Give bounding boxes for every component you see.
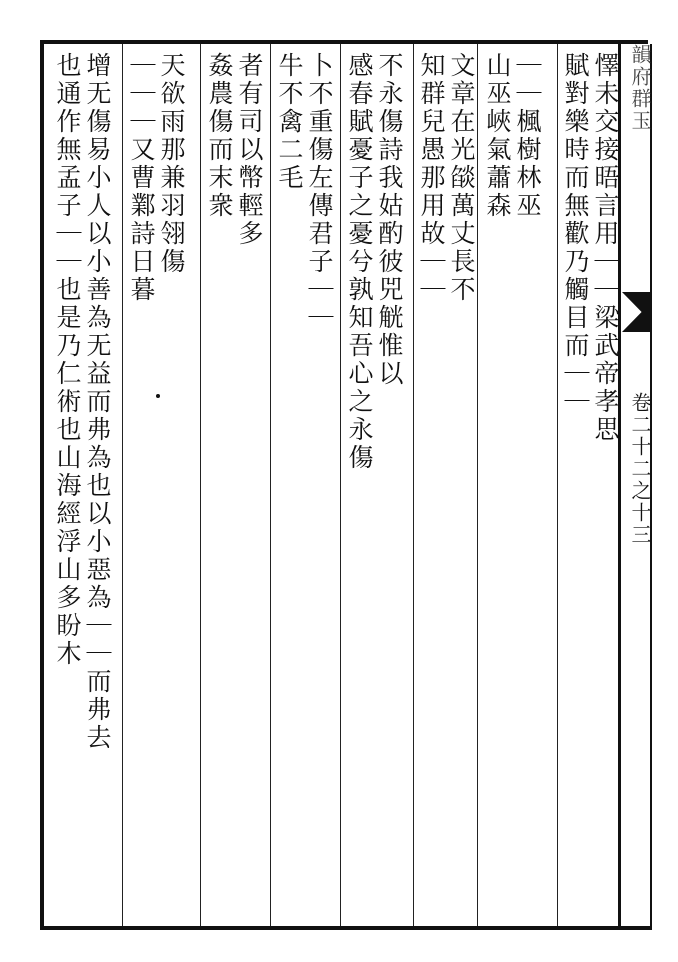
column-rule <box>122 44 123 926</box>
column-line: 增无傷易小人以小善為无益而弗為也以小惡為｜｜而弗去 <box>83 52 112 752</box>
column-line: 姦農傷而末衆 <box>205 52 234 220</box>
text-column-1 <box>560 52 620 922</box>
text-column-2 <box>482 52 542 922</box>
column-rule <box>413 44 414 926</box>
text-column-8 <box>52 52 112 922</box>
margin-juan-number: 卷二十二之十三 <box>628 392 652 546</box>
column-line: 知群兒愚那用故｜｜ <box>417 52 446 304</box>
column-line: 懌未交接晤言用｜｜梁武帝孝思 <box>591 52 620 444</box>
frame-left-border <box>40 40 44 930</box>
column-line: 文章在光燄萬丈長不 <box>447 52 476 304</box>
fishtail-mark <box>622 292 650 332</box>
text-column-6 <box>204 52 264 922</box>
margin-book-title: 韻府群玉 <box>628 44 652 132</box>
column-line: 卜不重傷左傳君子｜｜ <box>305 52 334 332</box>
frame-bottom-border <box>42 926 652 930</box>
column-line: 天欲雨那兼羽翎傷 <box>157 52 186 276</box>
column-line: ｜｜｜又曹鄴詩日暮 <box>127 52 156 304</box>
column-line: 也通作無孟子｜｜也是乃仁術也山海經浮山多盼木 <box>53 52 82 668</box>
column-rule <box>200 44 201 926</box>
text-column-4 <box>344 52 404 922</box>
column-line: 感春賦憂子之憂兮孰知吾心之永傷 <box>345 52 374 472</box>
text-column-5 <box>274 52 334 922</box>
column-rule <box>477 44 478 926</box>
text-column-7 <box>126 52 186 922</box>
column-line: 山巫峽氣蕭森 <box>483 52 512 220</box>
column-line: 賦對樂時而無歡乃觸目而｜｜ <box>561 52 590 416</box>
column-line: 不永傷詩我姑酌彼兕觥惟以 <box>375 52 404 388</box>
text-column-3 <box>416 52 476 922</box>
column-line: 牛不禽二毛 <box>275 52 304 192</box>
column-rule <box>270 44 271 926</box>
column-rule <box>340 44 341 926</box>
column-line: ｜｜楓樹林巫 <box>513 52 542 220</box>
ink-dot <box>156 394 160 398</box>
column-rule <box>557 44 558 926</box>
column-line: 者有司以幣輕多 <box>235 52 264 248</box>
